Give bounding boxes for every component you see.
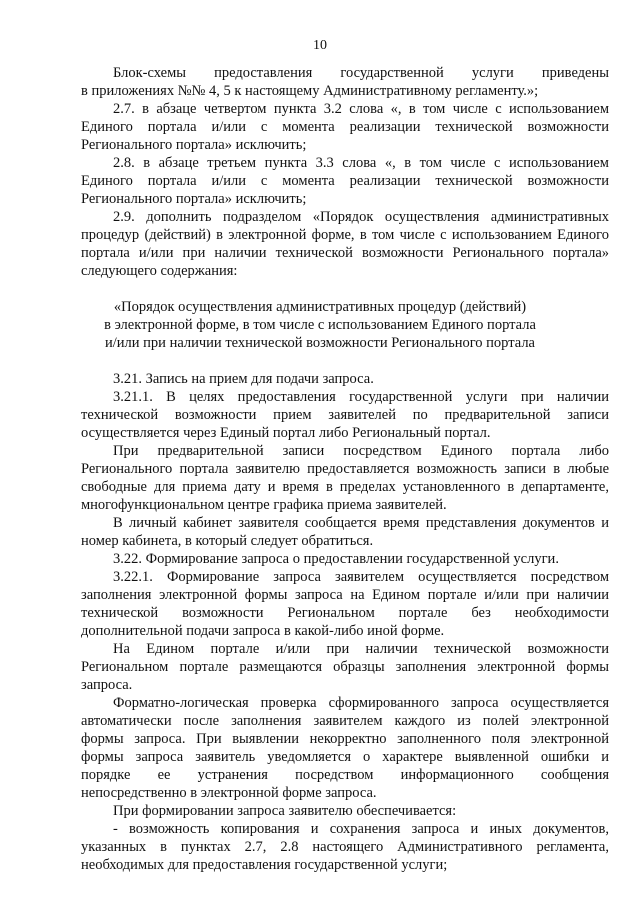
paragraph-line: В личный кабинет заявителя сообщается время представления документов и — [113, 515, 609, 531]
paragraph-line: Региональном портале размещаются образцы заполнения электронной формы — [81, 659, 609, 675]
section-heading-line: и/или при наличии технической возможности Регионального портала — [105, 335, 535, 351]
paragraph-line: необходимых для предоставления государственной услуги; — [81, 857, 448, 873]
paragraph-line: Блок-схемы предоставления государственной услуги приведены — [113, 65, 609, 81]
paragraph-line: Форматно-логическая проверка сформированного запроса осуществляется — [113, 695, 609, 711]
paragraph-line: следующего содержания: — [81, 263, 238, 279]
paragraph-line: формы запроса. При выявлении некорректно заполненного поля электронной — [81, 731, 609, 747]
paragraph-line: 2.9. дополнить подразделом «Порядок осуществления административных — [113, 209, 609, 225]
paragraph-line: номер кабинета, в который следует обратиться. — [81, 533, 374, 549]
paragraph-line: 3.21. Запись на прием для подачи запроса. — [113, 371, 374, 387]
paragraph-line: процедур (действий) в электронной форме, в том числе с использованием Единого — [81, 227, 609, 243]
paragraph-line: в приложениях №№ 4, 5 к настоящему Административному регламенту.»; — [81, 83, 539, 99]
section-heading-line: в электронной форме, в том числе с использованием Единого портала — [104, 317, 536, 333]
paragraph-line: формы запроса заявитель уведомляется о характере выявленной ошибки и — [81, 749, 609, 765]
paragraph-line: Регионального портала заявителю предоставляется возможность записи в любые — [81, 461, 609, 477]
paragraph-line: На Едином портале и/или при наличии технической возможности — [113, 641, 609, 657]
paragraph-line: Единого портала и/или с момента реализации технической возможности — [81, 173, 609, 189]
paragraph-line: свободные для приема дату и время в пределах установленного в департаменте, — [81, 479, 609, 495]
paragraph-line: указанных в пунктах 2.7, 2.8 настоящего Административного регламента, — [81, 839, 609, 855]
paragraph-line: портала и/или при наличии технической возможности Регионального портала» — [81, 245, 609, 261]
paragraph-line: осуществляется через Единый портал либо Региональный портал. — [81, 425, 491, 441]
paragraph-line: 3.21.1. В целях предоставления государственной услуги при наличии — [113, 389, 609, 405]
paragraph-line: 2.7. в абзаце четвертом пункта 3.2 слова «, в том числе с использованием — [113, 101, 609, 117]
paragraph-line: Единого портала и/или с момента реализации технической возможности — [81, 119, 609, 135]
paragraph-line: запроса. — [81, 677, 133, 693]
paragraph-line: - возможность копирования и сохранения запроса и иных документов, — [113, 821, 609, 837]
paragraph-line: дополнительной подачи запроса в какой-либо иной форме. — [81, 623, 445, 639]
section-heading-line: «Порядок осуществления административных процедур (действий) — [113, 299, 527, 315]
paragraph-line: 3.22. Формирование запроса о предоставлении государственной услуги. — [113, 551, 559, 567]
paragraph-line: технической возможности прием заявителей по предварительной записи — [81, 407, 609, 423]
paragraph-line: Регионального портала» исключить; — [81, 137, 307, 153]
paragraph-line: Регионального портала» исключить; — [81, 191, 307, 207]
paragraph-line: 3.22.1. Формирование запроса заявителем осуществляется посредством — [113, 569, 609, 585]
paragraph-line: автоматически после заполнения заявителем каждого из полей электронной — [81, 713, 609, 729]
paragraph-line: технической возможности Региональном портале без необходимости — [81, 605, 609, 621]
paragraph-line: многофункциональном центре графика приема заявителей. — [81, 497, 447, 513]
paragraph-line: непосредственно в электронной форме запроса. — [81, 785, 377, 801]
paragraph-line: 2.8. в абзаце третьем пункта 3.3 слова «, в том числе с использованием — [113, 155, 609, 171]
page-number: 10 — [313, 38, 327, 53]
paragraph-line: порядке ее устранения посредством информационного сообщения — [81, 767, 609, 783]
paragraph-line: При предварительной записи посредством Единого портала либо — [113, 443, 609, 459]
paragraph-line: заполнения электронной формы запроса на Едином портале и/или при наличии — [81, 587, 609, 603]
paragraph-line: При формировании запроса заявителю обеспечивается: — [113, 803, 457, 819]
